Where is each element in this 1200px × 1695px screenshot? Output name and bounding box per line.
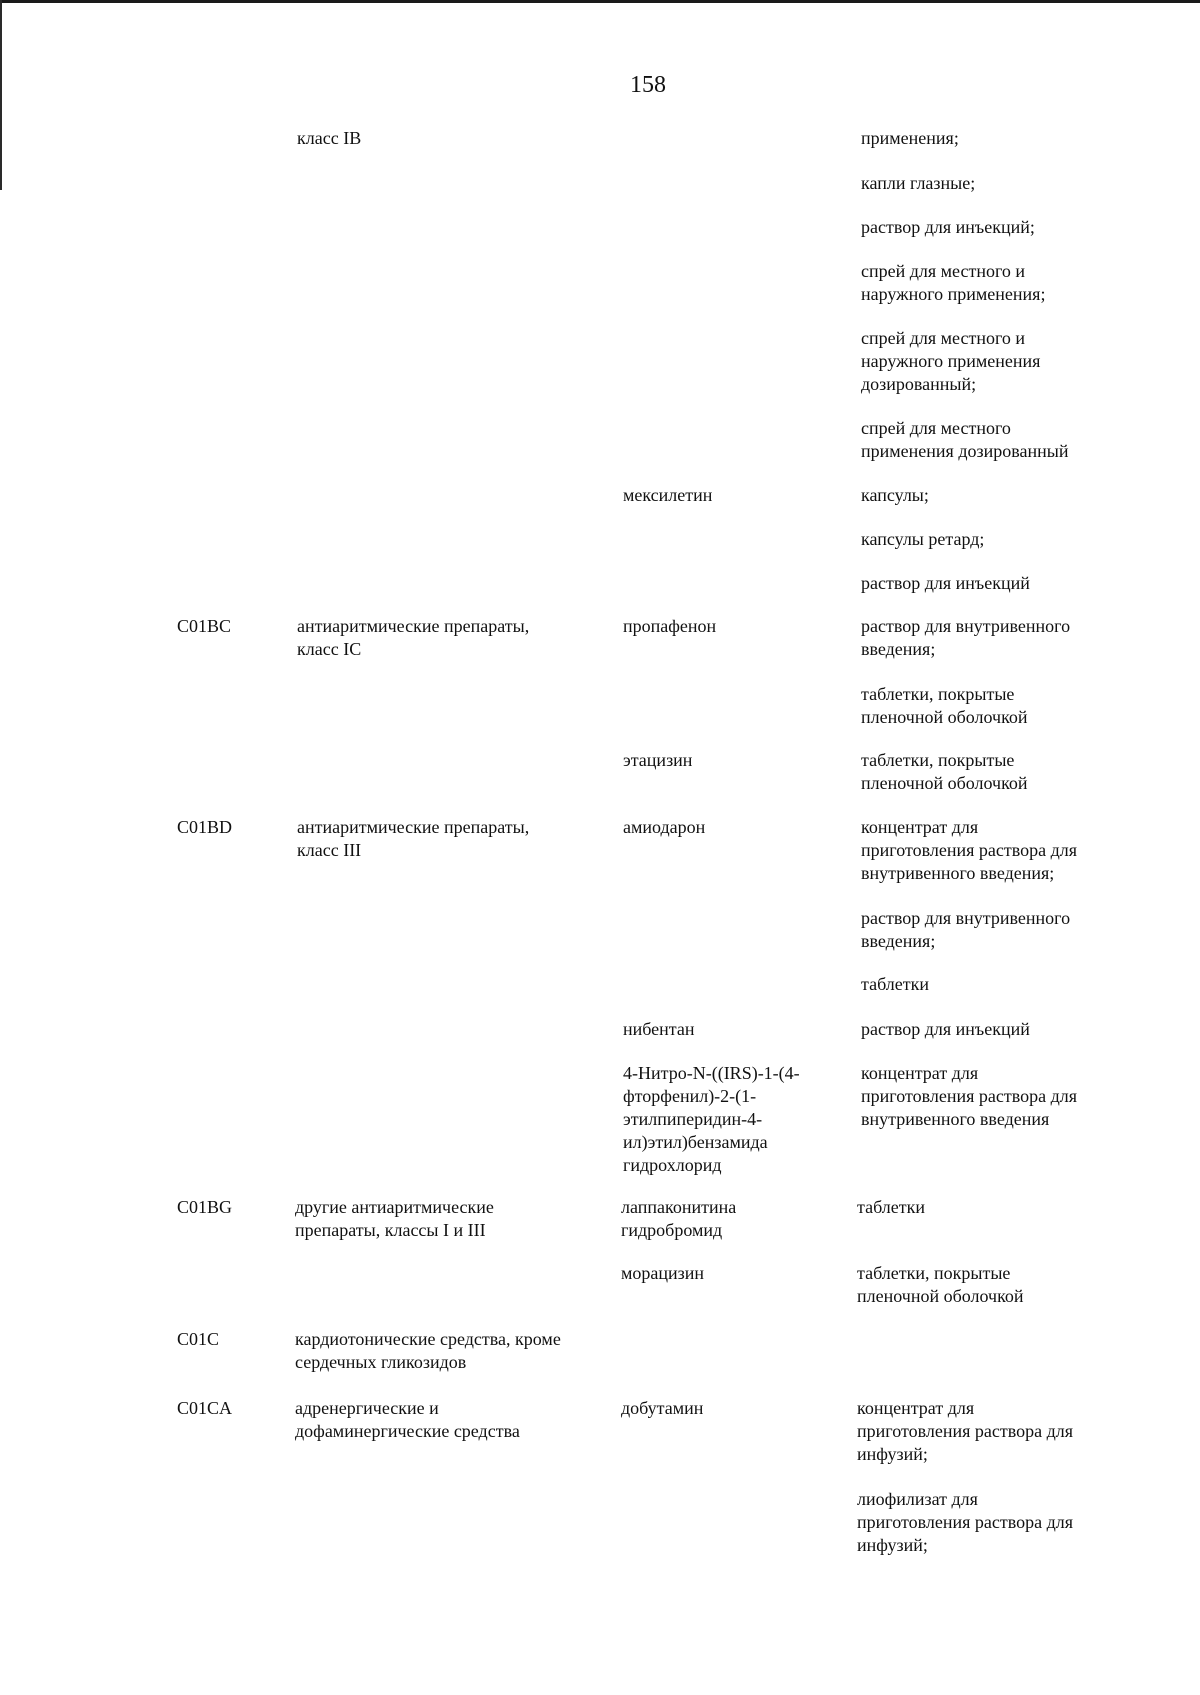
row-20-inn: добутамин [621, 1398, 704, 1418]
row-19-code: C01C [177, 1329, 220, 1349]
row-13-form: раствор для внутривенного введения; [861, 908, 1071, 951]
row-9-code: C01BC [177, 616, 232, 636]
row-16-form: концентрат для приготовления раствора для внутривенного введения [861, 1063, 1077, 1129]
row-12-inn: амиодарон [623, 817, 706, 837]
row-18-inn: морацизин [621, 1263, 705, 1283]
row-5-form: спрей для местного применения дозированный [861, 418, 1069, 461]
row-8-form: раствор для инъекций [861, 573, 1030, 593]
row-17-code: C01BG [177, 1197, 233, 1217]
row-20-group: адренергические и дофаминергические средства [295, 1398, 520, 1441]
row-9-form: раствор для внутривенного введения; [861, 616, 1071, 659]
row-17-group: другие антиаритмические препараты, классы I и III [295, 1197, 494, 1240]
row-20-form: концентрат для приготовления раствора для инфузий; [857, 1398, 1073, 1464]
row-16-inn: 4-Нитро-N-((IRS)-1-(4- фторфенил)-2-(1- этилпиперидин-4- ил)этил)бензамида гидрохлорид [623, 1063, 800, 1175]
row-19-group: кардиотонические средства, кроме сердечных гликозидов [295, 1329, 561, 1372]
row-15-inn: нибентан [623, 1019, 695, 1039]
scan-edge-top [0, 0, 1200, 3]
row-0-group: класс IB [297, 128, 362, 148]
row-17-inn: лаппаконитина гидробромид [621, 1197, 737, 1240]
row-9-inn: пропафенон [623, 616, 717, 636]
row-14-form: таблетки [861, 974, 930, 994]
row-20-code: C01CA [177, 1398, 233, 1418]
row-10-form: таблетки, покрытые пленочной оболочкой [861, 684, 1028, 727]
row-11-form: таблетки, покрытые пленочной оболочкой [861, 750, 1028, 793]
row-21-form: лиофилизат для приготовления раствора для инфузий; [857, 1489, 1073, 1555]
row-18-form: таблетки, покрытые пленочной оболочкой [857, 1263, 1024, 1306]
scan-edge-left [0, 0, 2, 190]
row-2-form: раствор для инъекций; [861, 217, 1035, 237]
row-11-inn: этацизин [623, 750, 693, 770]
row-4-form: спрей для местного и наружного применения дозированный; [861, 328, 1041, 394]
row-15-form: раствор для инъекций [861, 1019, 1030, 1039]
row-6-form: капсулы; [861, 485, 929, 505]
row-3-form: спрей для местного и наружного применения; [861, 261, 1046, 304]
row-0-form: применения; [861, 128, 959, 148]
row-12-code: C01BD [177, 817, 233, 837]
row-12-group: антиаритмические препараты, класс III [297, 817, 530, 860]
row-12-form: концентрат для приготовления раствора для внутривенного введения; [861, 817, 1077, 883]
row-9-group: антиаритмические препараты, класс IC [297, 616, 530, 659]
row-1-form: капли глазные; [861, 173, 976, 193]
row-7-form: капсулы ретард; [861, 529, 985, 549]
page-number: 158 [630, 72, 666, 98]
row-17-form: таблетки [857, 1197, 926, 1217]
row-6-inn: мексилетин [623, 485, 713, 505]
